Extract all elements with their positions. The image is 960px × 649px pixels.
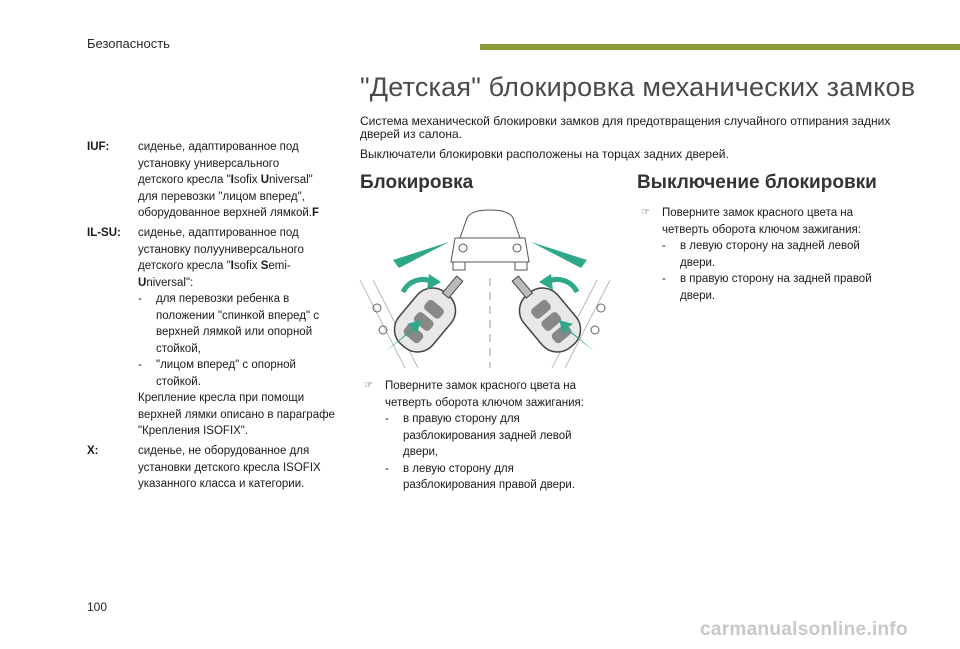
definition-body-iuf xyxy=(138,139,343,222)
pointing-finger-icon: ☞ xyxy=(364,380,373,391)
lock-icon xyxy=(591,326,599,334)
lock-instructions xyxy=(364,378,604,494)
unlock-subitem: - в левую сторону на задней левой двери. xyxy=(662,240,860,269)
intro-paragraph: Выключатели блокировки расположены на торцах задних дверей. xyxy=(360,147,729,161)
definition-body-ilsu xyxy=(138,225,343,440)
page-number: 100 xyxy=(87,600,108,614)
unlock-heading: Выключение блокировки xyxy=(637,172,877,193)
definition-line: детского кресла "Isofix Universal" xyxy=(138,174,313,186)
intro-paragraph: Система механической блокировки замков для предотвращения случайного отпирания задних дверей из салона. xyxy=(360,114,891,141)
definition-term-ilsu: IL-SU: xyxy=(87,227,121,239)
section-title: Безопасность xyxy=(87,36,170,51)
definition-term-iuf: IUF: xyxy=(87,141,110,153)
car-light xyxy=(459,244,467,252)
unlock-instructions xyxy=(641,205,881,304)
definition-line: установку полууниверсального xyxy=(138,243,304,256)
definition-note: Крепление кресла при помощи верхней лямки описано в параграфе "Крепления ISOFIX". xyxy=(138,392,335,437)
unlock-subitem: - в правую сторону на задней правой двери. xyxy=(662,273,872,302)
definition-body-x: сиденье, не оборудованное для установки детского кресла ISOFIX указанного класса и категории. xyxy=(138,445,321,490)
definition-dash-item: - "лицом вперед" с опорной стойкой. xyxy=(138,359,296,388)
pointing-finger-icon: ☞ xyxy=(641,207,650,218)
car-wheel xyxy=(453,262,465,270)
definition-line: сиденье, адаптированное под xyxy=(138,141,299,153)
lock-bullet-text: Поверните замок красного цвета на четверть оборота ключом зажигания: xyxy=(385,380,584,409)
car-roof xyxy=(460,210,520,238)
lock-icon xyxy=(597,304,605,312)
watermark: carmanualsonline.info xyxy=(700,619,908,640)
lock-subitem: - в правую сторону для разблокирования задней левой двери, xyxy=(385,413,572,458)
lock-heading: Блокировка xyxy=(360,172,474,193)
beam-right xyxy=(531,242,587,268)
unlock-bullet-text: Поверните замок красного цвета на четверть оборота ключом зажигания: xyxy=(662,207,861,236)
intro-text xyxy=(360,115,920,168)
definition-dash-item: - для перевозки ребенка в положении "спинкой вперед" с верхней лямкой или опорной стойкой, xyxy=(138,293,319,355)
header-bar xyxy=(480,44,960,50)
key-fob-right xyxy=(498,264,588,360)
child-lock-illustration xyxy=(355,200,625,370)
definition-line: детского кресла "Isofix Semi- xyxy=(138,260,291,272)
car-body xyxy=(451,238,529,262)
definition-term-x: X: xyxy=(87,445,99,457)
lock-subitem: - в левую сторону для разблокирования правой двери. xyxy=(385,462,576,491)
definition-line: Universal": xyxy=(138,276,194,289)
definition-line: для перевозки "лицом вперед", xyxy=(138,190,305,203)
car-light xyxy=(513,244,521,252)
page-title: "Детская" блокировка механических замков xyxy=(360,72,916,102)
definition-line: сиденье, адаптированное под xyxy=(138,227,299,239)
definition-line: оборудованное верхней лямкой.F xyxy=(138,207,319,219)
car-wheel xyxy=(515,262,527,270)
definition-line: установку универсального xyxy=(138,157,280,170)
beam-left xyxy=(393,242,449,268)
